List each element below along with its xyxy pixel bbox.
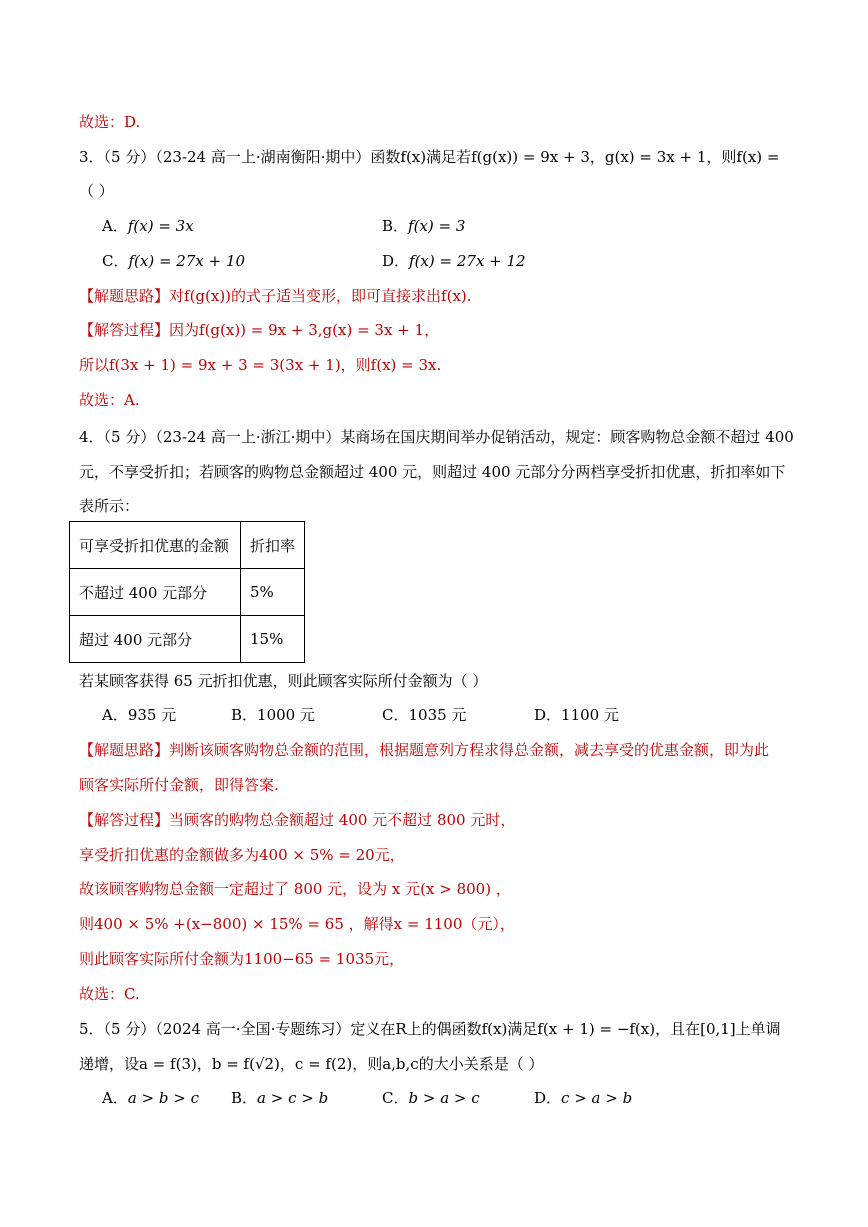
table-cell: 15%: [241, 616, 305, 663]
solution-idea-label: 【解题思路】: [79, 741, 170, 759]
table-row: [70, 616, 305, 663]
q4-process-line3: 故该顾客购物总金额一定超过了 800 元，设为 x 元(x > 800) ，: [79, 880, 511, 898]
solution-process-label: 【解答过程】: [79, 321, 170, 339]
q3-solution-idea: 【解题思路】对f(g(x))的式子适当变形，即可直接求出f(x).: [79, 287, 472, 305]
q5-option-c: C．b > a > c: [382, 1089, 480, 1107]
prev-answer: 故选：D.: [79, 113, 141, 131]
q5-option-d: D．c > a > b: [534, 1089, 633, 1107]
q5-stem-line2: 递增，设a = f(3)，b = f(√2)，c = f(2)，则a,b,c的大小关系是（ ）: [79, 1055, 544, 1073]
table-header-cell: 可享受折扣优惠的金额: [70, 522, 241, 569]
q4-option-a: A．935 元: [102, 706, 177, 724]
q3-option-d: D．f(x) = 27x + 12: [382, 252, 526, 270]
solution-process-label: 【解答过程】: [79, 811, 170, 829]
table-header-cell: 折扣率: [241, 522, 305, 569]
discount-table: [69, 521, 305, 663]
q3-stem-line1: 3．（5 分）（23-24 高一上·湖南衡阳·期中）函数f(x)满足若f(g(x)) = 9x + 3，g(x) = 3x + 1，则f(x) =: [79, 148, 780, 166]
q4-option-c: C．1035 元: [382, 706, 467, 724]
q3-option-b: B．f(x) = 3: [382, 217, 466, 235]
table-row: [70, 569, 305, 616]
q3-solution-process: 【解答过程】因为f(g(x)) = 9x + 3,g(x) = 3x + 1，: [79, 321, 440, 339]
q4-process-line2: 享受折扣优惠的金额做多为400 × 5% = 20元，: [79, 846, 405, 864]
q4-option-d: D．1100 元: [534, 706, 619, 724]
q3-answer: 故选：A.: [79, 391, 140, 409]
q4-question: 若某顾客获得 65 元折扣优惠，则此顾客实际所付金额为（ ）: [79, 672, 488, 690]
q3-process-line2: 所以f(3x + 1) = 9x + 3 = 3(3x + 1)，则f(x) = 3x.: [79, 356, 442, 374]
table-cell: 超过 400 元部分: [70, 616, 241, 663]
q3-option-a: A．f(x) = 3x: [102, 217, 194, 235]
q5-option-a: A．a > b > c: [102, 1089, 199, 1107]
q4-answer: 故选：C.: [79, 985, 140, 1003]
q5-stem-line1: 5．（5 分）（2024 高一·全国·专题练习）定义在R上的偶函数f(x)满足f(x + 1) = −f(x)，且在[0,1]上单调: [79, 1020, 781, 1038]
q4-stem-line2: 元，不享受折扣；若顾客的购物总金额超过 400 元，则超过 400 元部分分两档享受折扣优惠，折扣率如下: [79, 463, 786, 481]
q5-option-b: B．a > c > b: [231, 1089, 329, 1107]
q4-solution-process: 【解答过程】当顾客的购物总金额超过 400 元不超过 800 元时，: [79, 811, 516, 829]
table-cell: 5%: [241, 569, 305, 616]
q3-option-c: C．f(x) = 27x + 10: [102, 252, 246, 270]
table-header-row: [70, 522, 305, 569]
table-cell: 不超过 400 元部分: [70, 569, 241, 616]
q4-stem-line3: 表所示：: [79, 497, 140, 515]
q4-idea-line2: 顾客实际所付金额，即得答案.: [79, 776, 279, 794]
q4-process-line4: 则400 × 5% +(x−800) × 15% = 65 ，解得x = 1100（元），: [79, 915, 515, 933]
q4-option-b: B．1000 元: [231, 706, 315, 724]
q4-solution-idea: 【解题思路】判断该顾客购物总金额的范围，根据题意列方程求得总金额，减去享受的优惠金额，即为此: [79, 741, 770, 759]
q4-stem-line1: 4．（5 分）（23-24 高一上·浙江·期中）某商场在国庆期间举办促销活动，规定：顾客购物总金额不超过 400: [79, 428, 794, 446]
q4-process-line5: 则此顾客实际所付金额为1100−65 = 1035元，: [79, 950, 405, 968]
q3-stem-line2: （ ）: [79, 182, 114, 200]
solution-idea-label: 【解题思路】: [79, 287, 170, 305]
